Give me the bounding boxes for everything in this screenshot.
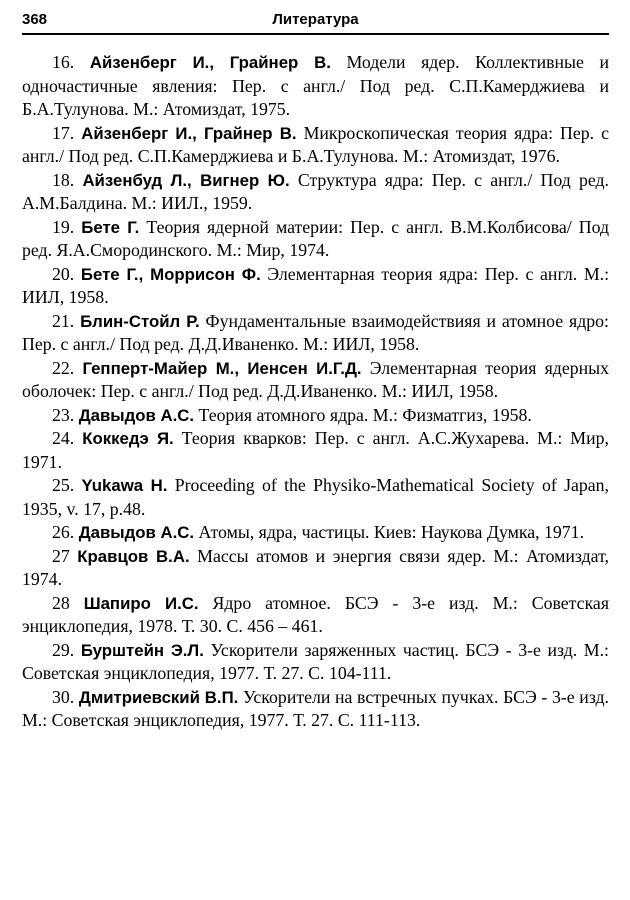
reference-text: Теория ядерной материи: Пер. с англ. В.М.Колбисова/ Под ред. Я.А.Смородинского. М.: Мир, 1974. [22,216,609,260]
reference-number: 18. [52,169,75,190]
reference-author: Айзенберг И., Грайнер В. [89,53,331,72]
reference-author: Айзенбуд Л., Вигнер Ю. [82,170,290,190]
reference-author: Дмитриевский В.П. [78,687,239,707]
page-header [22,8,609,35]
reference-entry [22,545,609,592]
reference-entry [22,216,609,263]
reference-text: Модели ядер. Коллективные и одночастичные явления: Пер. с англ./ Под ред. С.П.Камерджиева и Б.А.Тулунова. М.: Атомиздат, 1975. [22,52,609,119]
reference-author: Бурштейн Э.Л. [80,640,204,660]
reference-entry [22,51,609,122]
reference-number: 19. [52,216,75,237]
reference-text: Элементарная теория ядерных оболочек: Пер. с англ./ Под ред. Д.Д.Иваненко. М.: ИИЛ, 1958. [22,357,609,401]
reference-entry [22,404,609,428]
reference-number: 28 [52,592,70,613]
reference-author: Бете Г., Моррисон Ф. [80,264,261,284]
reference-entry [22,521,609,545]
reference-text: Элементарная теория ядра: Пер. с англ. М.: ИИЛ, 1958. [22,263,610,307]
page-number: 368 [22,11,48,28]
reference-author: Гепперт-Майер М., Иенсен И.Г.Д. [82,358,362,378]
reference-text: Ускорители на встречных пучках. БСЭ - 3-е изд. М.: Советская энциклопедия, 1977. Т. 27. С. 111-113. [22,686,610,730]
reference-number: 21. [52,310,75,331]
reference-text: Фундаментальные взаимодействияя и атомное ядро: Пер. с англ./ Под ред. Д.Д.Иваненко. М.: ИИЛ, 1958. [22,310,609,354]
book-page [22,8,609,733]
reference-author: Блин-Стойл Р. [80,311,200,331]
reference-number: 25. [52,475,75,495]
reference-author: Коккедэ Я. [82,429,174,448]
reference-author: Давыдов А.С. [78,405,195,425]
reference-entry [22,592,609,639]
reference-text: Теория атомного ядра. М.: Физматгиз, 1958. [198,404,532,425]
reference-number: 30. [52,686,75,707]
reference-number: 24. [52,428,75,448]
running-title: Литература [272,11,359,28]
reference-author: Бете Г. [81,217,140,237]
reference-number: 26. [52,522,75,542]
reference-entry [22,357,609,404]
reference-author: Айзенберг И., Грайнер В. [81,123,297,143]
reference-entry [22,169,609,216]
reference-number: 17. [52,122,75,143]
reference-text: Атомы, ядра, частицы. Киев: Наукова Думка, 1971. [198,522,585,542]
reference-number: 29. [52,639,75,660]
reference-entry [22,263,609,310]
reference-author: Кравцов В.А. [77,546,190,566]
reference-text: Микроскопическая теория ядра: Пер. с англ./ Под ред. С.П.Камерджиева и Б.А.Тулунова. М.: Атомиздат, 1976. [22,122,609,166]
reference-entry [22,310,609,357]
reference-author: Шапиро И.С. [83,593,199,613]
reference-number: 27 [52,545,70,566]
reference-entry [22,686,609,733]
reference-number: 22. [52,357,75,378]
reference-text: Теория кварков: Пер. с англ. А.С.Жухарева. М.: Мир, 1971. [22,428,609,472]
reference-number: 16. [52,52,75,72]
reference-number: 20. [52,263,75,284]
reference-text: Proceeding of the Physiko-Mathematical Society of Japan, 1935, v. 17, p.48. [22,475,609,519]
reference-number: 23. [52,404,75,425]
reference-text: Ядро атомное. БСЭ - 3-е изд. М.: Советская энциклопедия, 1978. Т. 30. С. 456 – 461. [22,592,610,636]
reference-author: Yukawa H. [81,476,168,495]
reference-text: Структура ядра: Пер. с англ./ Под ред. А.М.Балдина. М.: ИИЛ., 1959. [22,169,610,213]
reference-text: Массы атомов и энергия связи ядер. М.: Атомиздат, 1974. [22,545,609,589]
reference-text: Ускорители заряженных частиц. БСЭ - 3-е изд. М.: Советская энциклопедия, 1977. Т. 27. С. 104-111. [22,639,609,683]
reference-entry [22,427,609,474]
reference-author: Давыдов А.С. [78,523,195,542]
reference-entry [22,639,609,686]
reference-entry [22,122,609,169]
reference-entry [22,474,609,521]
reference-list [22,51,609,733]
